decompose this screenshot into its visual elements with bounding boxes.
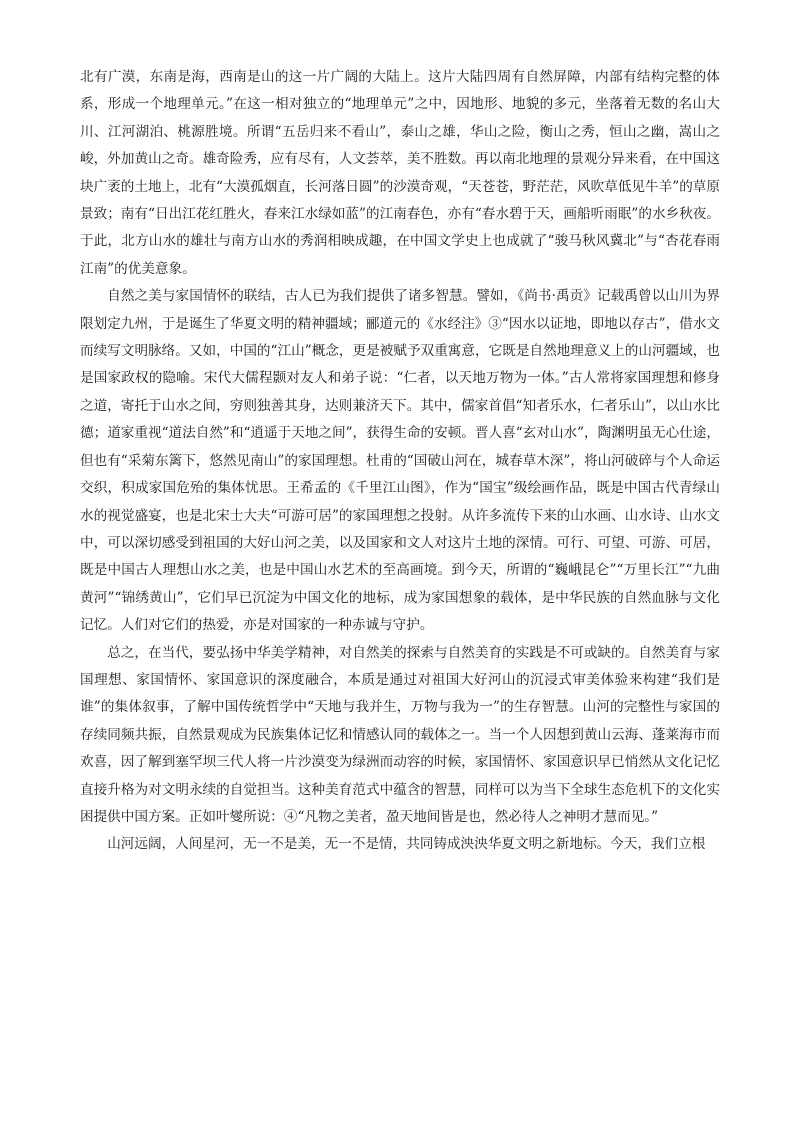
paragraph-1: 北有广漠，东南是海，西南是山的这一片广阔的大陆上。这片大陆四周有自然屏障，内部有结构完整的体系，形成一个地理单元。”在这一相对独立的“地理单元”之中，因地形、地貌的多元，坐落着无数的名山大川、江河湖泊、桃源胜境。所谓“五岳归来不看山”，泰山之雄，华山之险，衡山之秀，恒山之幽，嵩山之峻，外加黄山之奇。雄奇险秀，应有尽有，人文荟萃，美不胜数。再以南北地理的景观分异来看，在中国这块广袤的土地上，北有“大漠孤烟直，长河落日圆”的沙漠奇观，“天苍苍，野茫茫，风吹草低见牛羊”的草原景致；南有“日出江花红胜火，春来江水绿如蓝”的江南春色，亦有“春水碧于天，画船听雨眠”的水乡秋夜。于此，北方山水的雄壮与南方山水的秀润相映成趣，在中国文学史上也成就了“骏马秋风冀北”与“杏花春雨江南”的优美意象。 [80,69,720,277]
paragraph-4: 山河远阔，人间星河，无一不是美，无一不是情，共同铸成泱泱华夏文明之新地标。今天，我们立根 [107,836,706,853]
document-body [80,64,720,859]
paragraph-3: 总之，在当代，要弘扬中华美学精神，对自然美的探索与自然美育的实践是不可或缺的。自然美育与家国理想、家国情怀、家国意识的深度融合，本质是通过对祖国大好河山的沉浸式审美体验来构建“我们是谁”的集体叙事，了解中国传统哲学中“天地与我并生，万物与我为一”的生存智慧。山河的完整性与家国的存续同频共振，自然景观成为民族集体记忆和情感认同的载体之一。当一个人因想到黄山云海、蓬莱海市而欢喜，因了解到塞罕坝三代人将一片沙漠变为绿洲而动容的时候，家国情怀、家国意识早已悄然从文化记忆直接升格为对文明永续的自觉担当。这种美育范式中蕴含的智慧，同样可以为当下全球生态危机下的文化实困提供中国方案。正如叶燮所说：④“凡物之美者，盈天地间皆是也，然必待人之神明才慧而见。” [80,644,720,825]
paragraph-2: 自然之美与家国情怀的联结，古人已为我们提供了诸多智慧。譬如，《尚书·禹贡》记载禹曾以山川为界限划定九州，于是诞生了华夏文明的精神疆域；郦道元的《水经注》③“因水以证地，即地以存古”，借水文而续写文明脉络。又如，中国的“江山”概念，更是被赋予双重寓意，它既是自然地理意义上的山河疆域，也是国家政权的隐喻。宋代大儒程颢对友人和弟子说：“仁者，以天地万物为一体。”古人常将家国理想和修身之道，寄托于山水之间，穷则独善其身，达则兼济天下。其中，儒家首倡“知者乐水，仁者乐山”，以山水比德；道家重视“道法自然”和“逍遥于天地之间”，获得生命的安顿。晋人喜“玄对山水”，陶渊明虽无心仕途，但也有“采菊东篱下，悠然见南山”的家国理想。杜甫的“国破山河在，城春草木深”，将山河破碎与个人命运交织，积成家国危殆的集体忧思。王希孟的《千里江山图》，作为“国宝”级绘画作品，既是中国古代青绿山水的视觉盛宴，也是北宋士大夫“可游可居”的家国理想之投射。从许多流传下来的山水画、山水诗、山水文中，可以深切感受到祖国的大好山河之美，以及国家和文人对这片土地的深情。可行、可望、可游、可居，既是中国古人理想山水之美，也是中国山水艺术的至高画境。到今天，所谓的“巍峨昆仑”“万里长江”“九曲黄河”“锦绣黄山”，它们早已沉淀为中国文化的地标，成为家国想象的载体，是中华民族的自然血脉与文化记忆。人们对它们的热爱，亦是对国家的一种赤诚与守护。 [80,288,720,634]
